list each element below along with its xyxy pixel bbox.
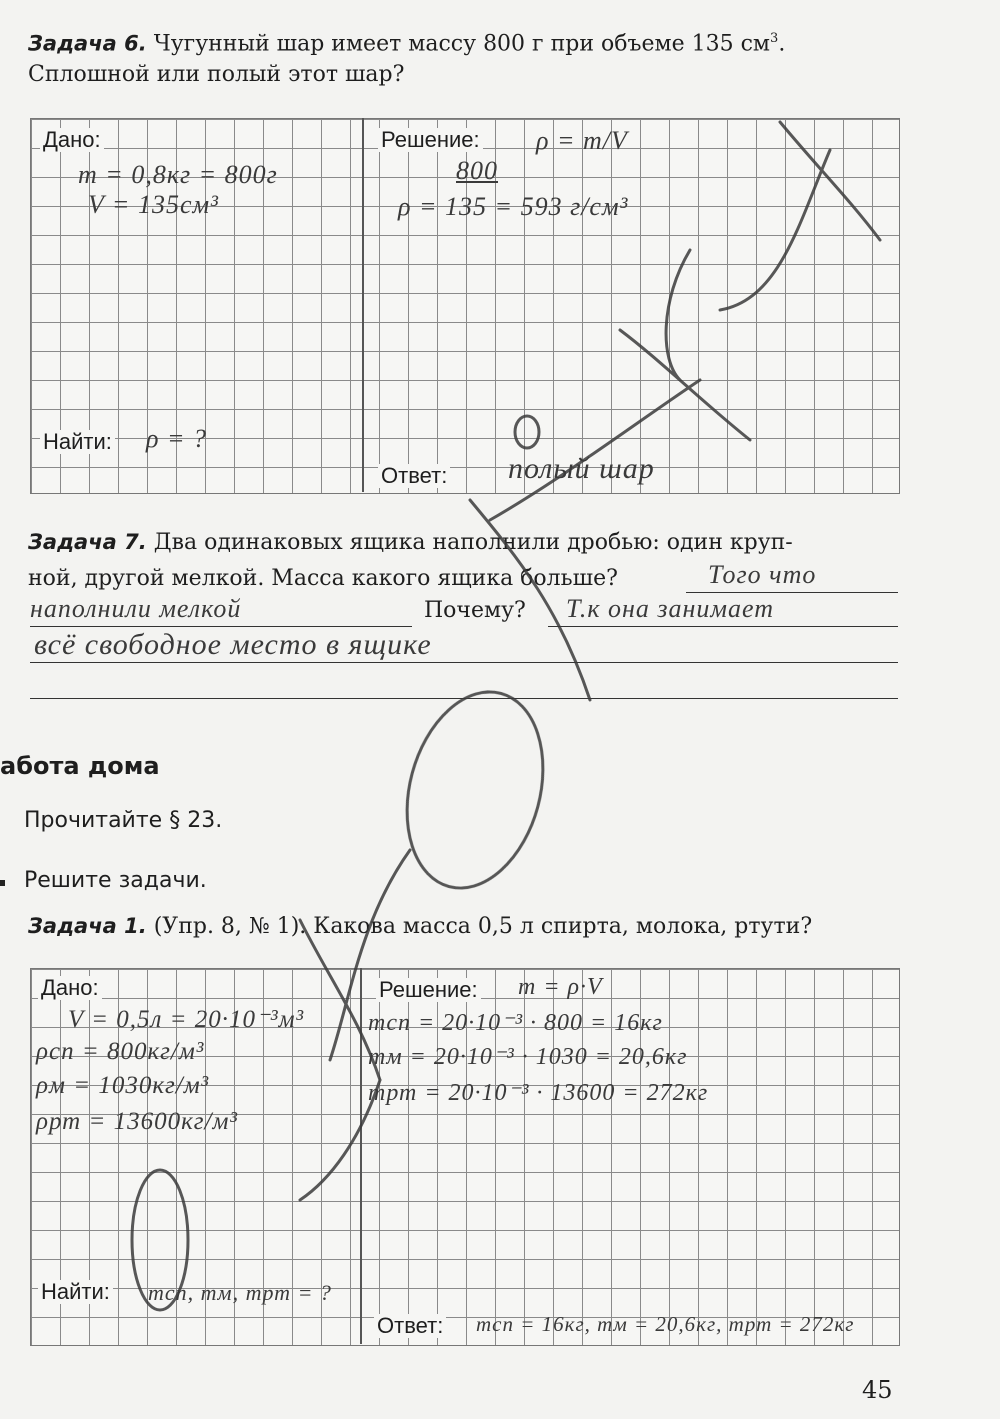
task6-given-2: V = 135см³: [88, 190, 219, 219]
task7-label: Задача 7.: [28, 530, 147, 554]
task1-divider: [360, 968, 362, 1344]
task1-sol-formula: m = ρ·V: [518, 974, 603, 1000]
task7-answer-1: Того что: [708, 560, 817, 589]
task1-label: Задача 1.: [28, 914, 147, 938]
task1-statement: [28, 910, 812, 943]
task1-given-3: ρм = 1030кг/м³: [36, 1072, 210, 1099]
task6-find-value: ρ = ?: [146, 424, 208, 453]
page-number: 45: [862, 1376, 893, 1404]
task7-text-1: Два одинаковых ящика наполнили дробью: один круп-: [153, 530, 793, 555]
task7-statement-line1: [28, 526, 793, 559]
homework-title: абота дома: [0, 752, 160, 780]
task1-given-4: ρрт = 13600кг/м³: [36, 1108, 238, 1135]
task1-find-value: mсп, mм, mрт = ?: [148, 1280, 332, 1305]
task6-solution-num: 800: [456, 156, 498, 185]
task6-statement-line1: [28, 22, 785, 60]
task1-sol-1: mсп = 20·10⁻³ · 800 = 16кг: [368, 1010, 663, 1036]
task7-answer-2: наполнили мелкой: [30, 594, 242, 623]
task6-solution-label: Решение:: [378, 128, 483, 152]
task1-answer-value: mсп = 16кг, mм = 20,6кг, mрт = 272кг: [476, 1312, 855, 1336]
task6-label: Задача 6.: [28, 31, 147, 56]
task6-answer-label: Ответ:: [378, 464, 450, 488]
task6-given-1: m = 0,8кг = 800г: [78, 160, 278, 189]
task7-answer-rule-1: [686, 592, 898, 593]
scribble-stroke: [386, 677, 563, 904]
task1-given-label: Дано:: [38, 976, 102, 1000]
task6-find-label: Найти:: [40, 430, 115, 454]
task1-answer-label: Ответ:: [374, 1314, 446, 1338]
task6-solution-formula: ρ = m/V: [536, 126, 628, 155]
task7-answer-4: всё свободное место в ящике: [34, 628, 432, 661]
task1-find-label: Найти:: [38, 1280, 113, 1304]
task7-answer-rule-4: [30, 662, 898, 663]
task6-divider: [362, 118, 364, 492]
task1-sol-2: mм = 20·10⁻³ · 1030 = 20,6кг: [368, 1044, 688, 1070]
task6-end: .: [778, 31, 786, 57]
task7-why: Почему?: [424, 598, 526, 623]
task7-answer-3: Т.к она занимает: [566, 594, 774, 623]
task7-answer-rule-5: [30, 698, 898, 699]
task6-sup: 3: [770, 31, 779, 46]
task7-statement-line2: ной, другой мелкой. Масса какого ящика больше?: [28, 566, 618, 591]
task6-statement-line2: Сплошной или полый этот шар?: [28, 62, 405, 87]
task1-text: (Упр. 8, № 1). Какова масса 0,5 л спирта, молока, ртути?: [153, 914, 813, 939]
task1-sol-3: mрт = 20·10⁻³ · 13600 = 272кг: [368, 1080, 709, 1106]
task1-given-2: ρсп = 800кг/м³: [36, 1038, 205, 1065]
homework-bullet: [0, 880, 5, 886]
task6-solution-calc: ρ = 135 = 593 г/см³: [398, 192, 629, 221]
task7-answer-rule-3: [548, 626, 898, 627]
task1-solution-label: Решение:: [376, 978, 481, 1002]
homework-item-1: Прочитайте § 23.: [24, 808, 223, 833]
task7-answer-rule-2: [30, 626, 412, 627]
task6-text: Чугунный шар имеет массу 800 г при объеме 135 см: [153, 31, 771, 57]
homework-item-2: Решите задачи.: [24, 868, 207, 893]
task6-answer-value: полый шар: [508, 452, 655, 485]
task1-given-1: V = 0,5л = 20·10⁻³м³: [68, 1006, 305, 1033]
task6-given-label: Дано:: [40, 128, 104, 152]
